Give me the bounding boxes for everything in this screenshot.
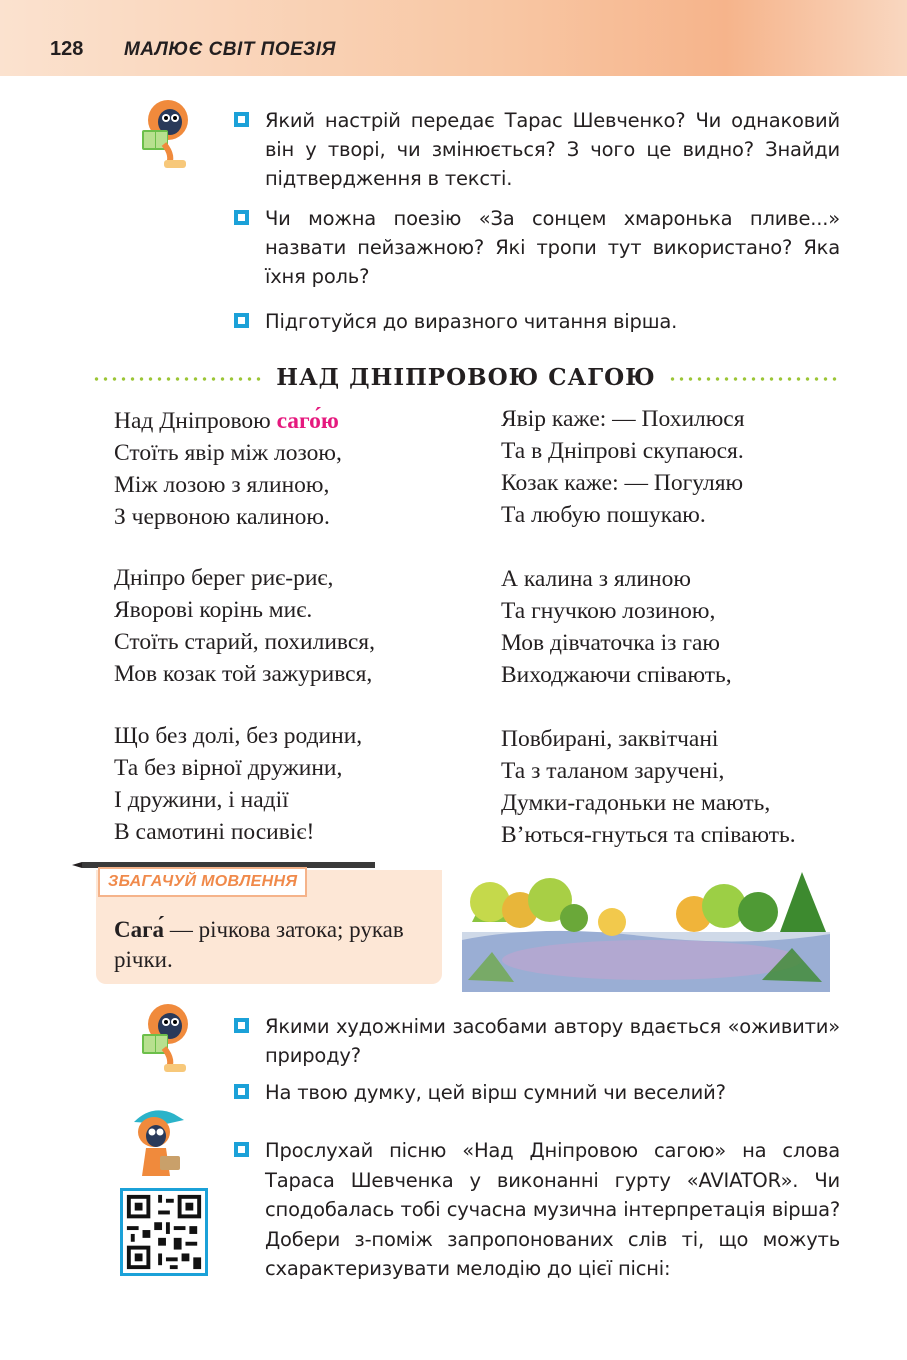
poem-line: Стоїть явір між лозою, [114, 440, 342, 466]
poem-line: Та в Дніпрові скупаюся. [501, 438, 744, 464]
reading-mascot-icon [138, 1000, 200, 1074]
poem-stanza [114, 720, 375, 848]
poem-stanza [114, 405, 375, 533]
bullet-square-icon [234, 1142, 249, 1157]
questions-bottom [234, 1012, 840, 1107]
poem-line: Яворові корінь миє. [114, 597, 313, 623]
poem-line: Та любую пошукаю. [501, 502, 706, 528]
poem-title-row [92, 362, 840, 396]
poem-column-left [114, 405, 375, 848]
poem-line: Дніпро берег риє-риє, [114, 565, 334, 591]
bullet-square-icon [234, 1018, 249, 1033]
poem-line: Між лозою з ялиною, [114, 472, 330, 498]
questions-top [234, 106, 840, 336]
page-number: 128 [50, 38, 84, 60]
qr-pattern [123, 1191, 205, 1273]
poem-line: Стоїть старий, похилився, [114, 629, 375, 655]
page-header [0, 0, 907, 76]
poem-stanza [501, 723, 796, 851]
lake-landscape-illustration [462, 862, 830, 992]
question-song [234, 1136, 840, 1284]
question-item: Якими художніми засобами автору вдається «оживити» природу? [234, 1012, 840, 1070]
vocabulary-tag: ЗБАГАЧУЙ МОВЛЕННЯ [98, 867, 307, 897]
poem-line: Козак каже: — Погуляю [501, 470, 744, 496]
poem-stanza [501, 563, 796, 691]
vocabulary-term: Сага́ [114, 917, 165, 942]
reading-mascot-icon [138, 96, 200, 170]
poem-title: НАД ДНІПРОВОЮ САГОЮ [276, 364, 656, 391]
listening-mascot-icon [126, 1104, 190, 1182]
poem-line: Що без долі, без родини, [114, 723, 363, 749]
bullet-square-icon [234, 112, 249, 127]
qr-code-icon[interactable] [120, 1188, 208, 1276]
poem-stanza [501, 403, 796, 531]
question-item: На твою думку, цей вірш сумний чи веселий? [234, 1078, 840, 1107]
poem-column-right [501, 403, 796, 851]
poem-line: Мов дівчаточка із гаю [501, 630, 720, 656]
bullet-square-icon [234, 210, 249, 225]
question-item: Чи можна поезію «За сонцем хмаронька пливе...» назвати пейзажною? Які тропи тут використано? Яка їхня роль? [234, 204, 840, 291]
bullet-square-icon [234, 313, 249, 328]
poem-line: А калина з ялиною [501, 566, 691, 592]
question-item: Прослухай пісню «Над Дніпровою сагою» на слова Тараса Шевченка у виконанні гурту «AVIATOR». Чи сподобалась тобі сучасна музична інтерпретація вірша? Добери з-поміж запропонованих слів ті, що можуть схарактеризувати мелодію до цієї пісні: [234, 1136, 840, 1284]
poem-line: Над Дніпровою саго́ю [114, 408, 339, 434]
poem-line: Та без вірної дружини, [114, 755, 343, 781]
poem-line: В’ються-гнуться та співають. [501, 822, 796, 848]
poem-line: Виходжаючи співають, [501, 662, 732, 688]
poem-line: Мов козак той зажурився, [114, 661, 373, 687]
vocabulary-definition: Сага́ — річкова затока; рукав річки. [114, 917, 404, 972]
poem-line: Та з таланом заручені, [501, 758, 725, 784]
section-title: МАЛЮЄ СВІТ ПОЕЗІЯ [124, 39, 336, 60]
poem-line: І дружини, і надії [114, 787, 289, 813]
poem-line: В самотині посивіє! [114, 819, 315, 845]
question-item: Підготуйся до виразного читання вірша. [234, 307, 840, 336]
poem-line: Думки-гадоньки не мають, [501, 790, 771, 816]
bullet-square-icon [234, 1084, 249, 1099]
poem-line: Та гнучкою лозиною, [501, 598, 716, 624]
poem-stanza [114, 562, 375, 690]
highlighted-word: саго́ю [276, 408, 339, 434]
poem-line: З червоною калиною. [114, 504, 330, 530]
question-item: Який настрій передає Тарас Шевченко? Чи однаковий він у творі, чи змінюється? З чого це видно? Знайди підтвердження в тексті. [234, 106, 840, 193]
poem-line: Повбирані, заквітчані [501, 726, 719, 752]
dotted-divider-right [668, 377, 840, 381]
poem-line: Явір каже: — Похилюся [501, 406, 745, 432]
